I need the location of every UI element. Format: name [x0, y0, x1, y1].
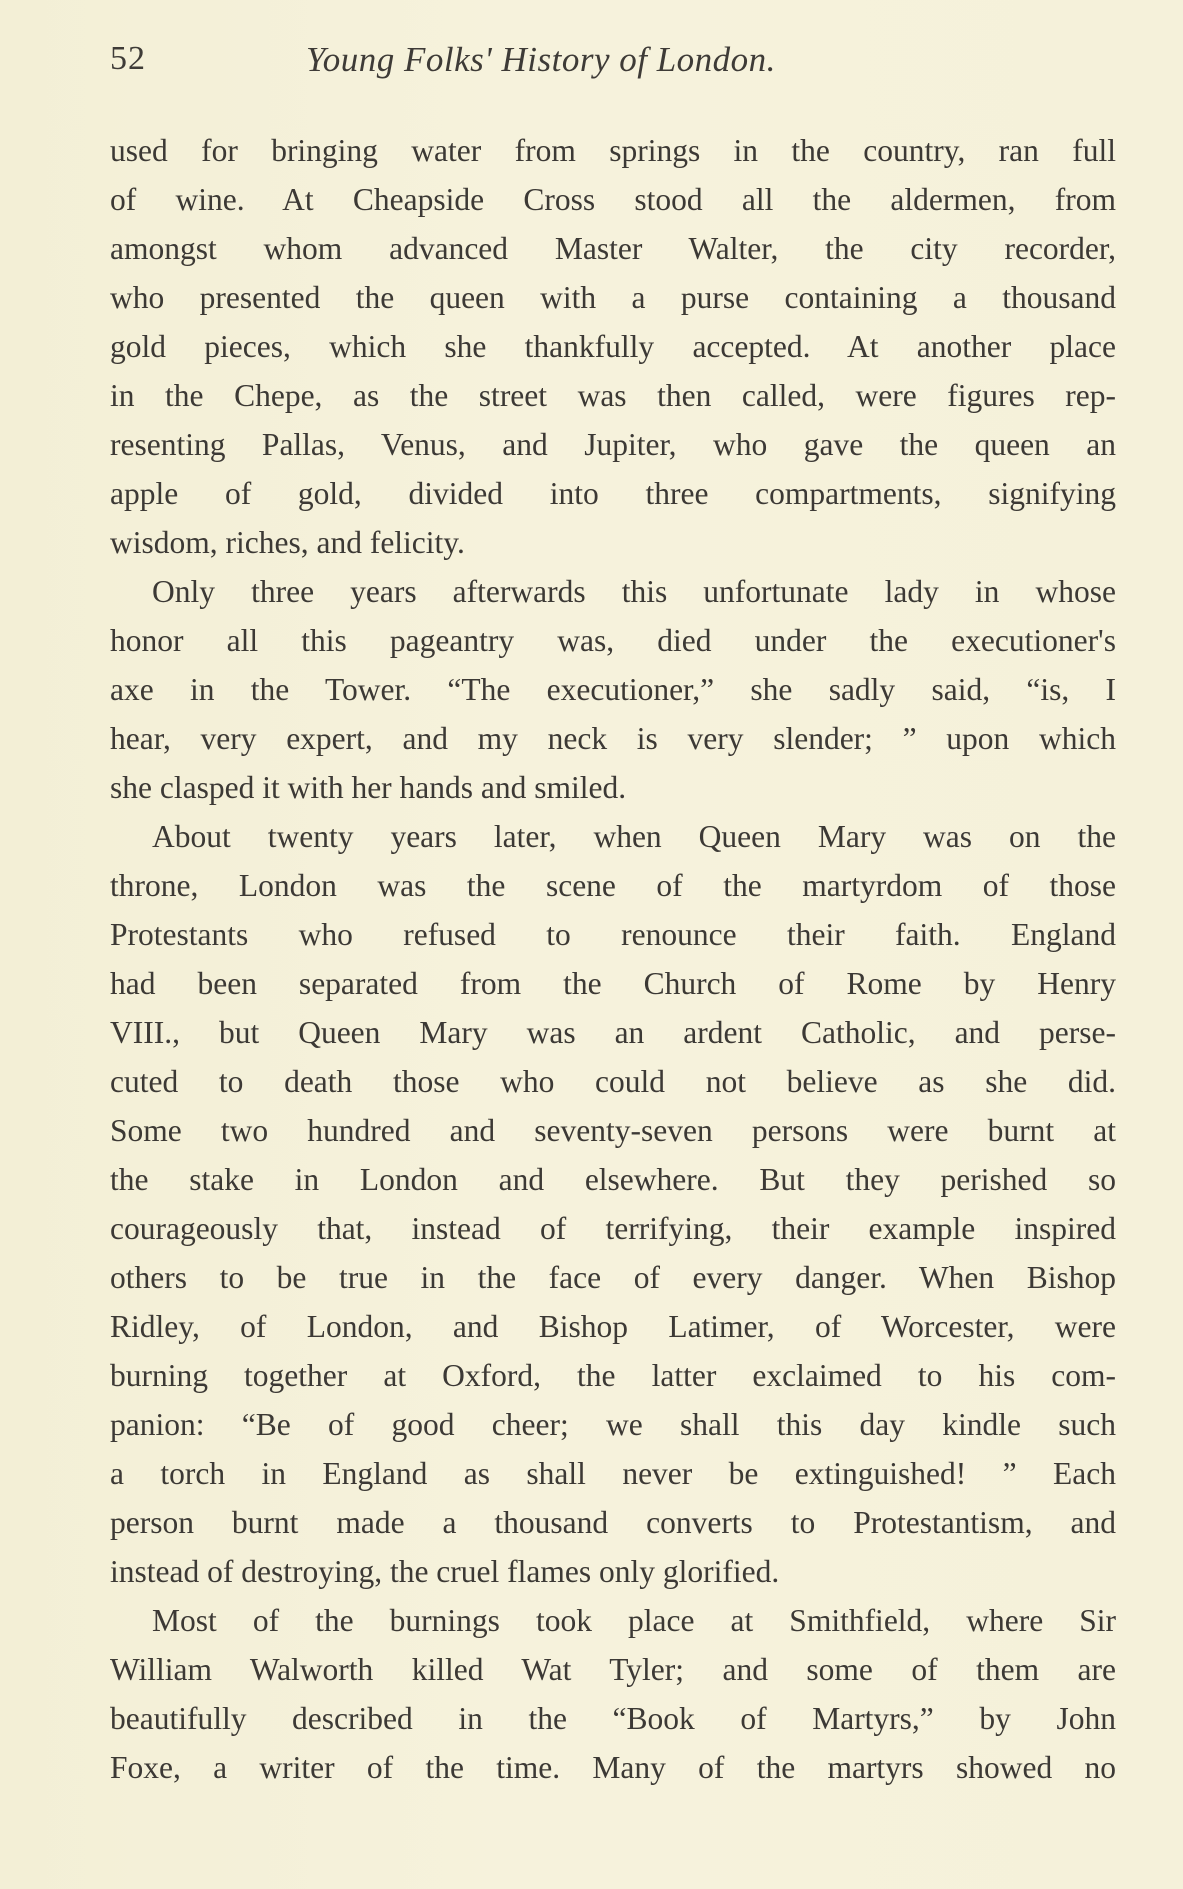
paragraph-start-line: Most of the burnings took place at Smithfield, where Sir [152, 1603, 1116, 1638]
paragraph-start-line: About twenty years later, when Queen Mary was on the [152, 819, 1116, 854]
text-line: panion: “Be of good cheer; we shall this day kindle such [110, 1407, 1116, 1442]
page-number: 52 [110, 40, 146, 77]
text-line: honor all this pageantry was, died under the executioner's [110, 623, 1116, 658]
text-line: courageously that, instead of terrifying, their example inspired [110, 1211, 1116, 1246]
text-line: resenting Pallas, Venus, and Jupiter, who gave the queen an [110, 427, 1116, 462]
text-line: hear, very expert, and my neck is very slender; ” upon which [110, 721, 1116, 756]
text-line: the stake in London and elsewhere. But they perished so [110, 1162, 1116, 1197]
text-line: others to be true in the face of every danger. When Bishop [110, 1260, 1116, 1295]
text-line: a torch in England as shall never be extinguished! ” Each [110, 1456, 1116, 1491]
text-line: had been separated from the Church of Rome by Henry [110, 966, 1116, 1001]
text-line: amongst whom advanced Master Walter, the city recorder, [110, 231, 1116, 266]
text-line: Some two hundred and seventy-seven persons were burnt at [110, 1113, 1116, 1148]
text-line: VIII., but Queen Mary was an ardent Catholic, and perse- [110, 1015, 1116, 1050]
text-line: person burnt made a thousand converts to Protestantism, and [110, 1505, 1116, 1540]
text-line: used for bringing water from springs in the country, ran full [110, 133, 1116, 168]
page-header [110, 34, 1120, 94]
text-line: of wine. At Cheapside Cross stood all the aldermen, from [110, 182, 1116, 217]
text-line: gold pieces, which she thankfully accepted. At another place [110, 329, 1116, 364]
text-line: throne, London was the scene of the martyrdom of those [110, 868, 1116, 903]
paragraph-end-line: instead of destroying, the cruel flames only glorified. [110, 1554, 780, 1589]
text-line: Protestants who refused to renounce their faith. England [110, 917, 1116, 952]
text-line: who presented the queen with a purse containing a thousand [110, 280, 1116, 315]
paragraph-start-line: Only three years afterwards this unfortunate lady in whose [152, 574, 1116, 609]
text-line: beautifully described in the “Book of Martyrs,” by John [110, 1701, 1116, 1736]
text-line: in the Chepe, as the street was then called, were figures rep- [110, 378, 1116, 413]
running-title: Young Folks' History of London. [306, 40, 776, 79]
text-line: Ridley, of London, and Bishop Latimer, of Worcester, were [110, 1309, 1116, 1344]
text-line: William Walworth killed Wat Tyler; and some of them are [110, 1652, 1116, 1687]
text-line: burning together at Oxford, the latter exclaimed to his com- [110, 1358, 1116, 1393]
text-line: axe in the Tower. “The executioner,” she sadly said, “is, I [110, 672, 1116, 707]
body-text [110, 126, 1116, 1792]
text-line: cuted to death those who could not believe as she did. [110, 1064, 1116, 1099]
paragraph-end-line: she clasped it with her hands and smiled. [110, 770, 627, 805]
text-line: apple of gold, divided into three compartments, signifying [110, 476, 1116, 511]
text-line: Foxe, a writer of the time. Many of the martyrs showed no [110, 1750, 1116, 1785]
paragraph-end-line: wisdom, riches, and felicity. [110, 525, 465, 560]
